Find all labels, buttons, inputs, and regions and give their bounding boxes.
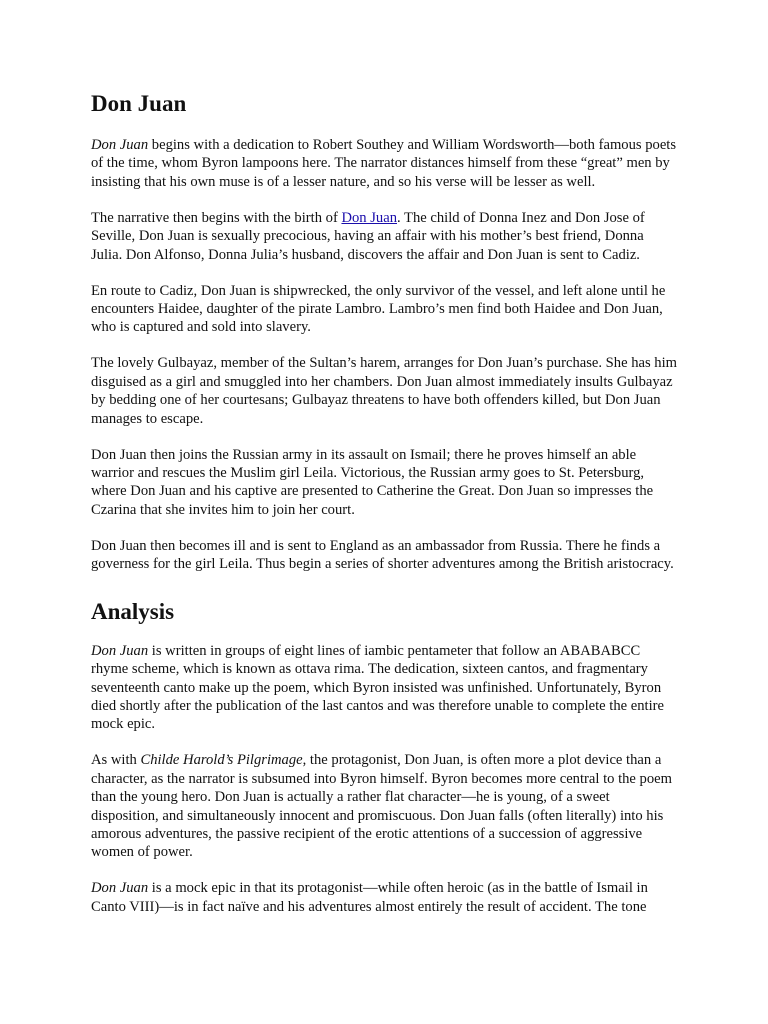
paragraph <box>91 446 677 520</box>
section-heading-don-juan: Don Juan <box>91 91 187 116</box>
text-run: En route to Cadiz, Don Juan is shipwrecked, the only survivor of the vessel, and left alone until he encounters Haidee, daughter of the pirate Lambro. Lambro’s men find both Haidee and Don Juan, who is captured and sold into slavery. <box>91 282 666 336</box>
paragraph <box>91 537 677 574</box>
paragraph <box>91 282 677 337</box>
text-run: Don Juan then joins the Russian army in its assault on Ismail; there he proves himself an able warrior and rescues the Muslim girl Leila. Victorious, the Russian army goes to St. Petersburg, where Don Juan and his captive are presented to Catherine the Great. Don Juan so impresses the Czarina that she invites him to join her court. <box>91 446 654 518</box>
paragraph <box>91 136 677 191</box>
paragraph <box>91 209 677 264</box>
paragraph <box>91 642 677 734</box>
italic-title: Don Juan <box>91 137 149 153</box>
text-run: Don Juan then becomes ill and is sent to England as an ambassador from Russia. There he finds a governess for the girl Leila. Thus begin a series of shorter adventures among the British aristocracy. <box>91 537 674 573</box>
paragraph <box>91 879 677 916</box>
text-run: The narrative then begins with the birth of <box>91 209 342 226</box>
section-heading-analysis: Analysis <box>91 598 175 624</box>
document-page <box>91 88 677 916</box>
text-run: is written in groups of eight lines of iambic pentameter that follow an ABABABCC rhyme scheme, which is known as ottava rima. The dedication, sixteen cantos, and fragmentary seventeenth canto make up the poem, which Byron insisted was unfinished. Unfortunately, Byron died shortly after the publication of the last cantos and was therefore unable to complete the entire mock epic. <box>91 642 665 733</box>
paragraph <box>91 354 677 428</box>
don-juan-link[interactable]: Don Juan <box>341 209 397 226</box>
italic-title: Don Juan <box>91 880 149 897</box>
text-run: The lovely Gulbayaz, member of the Sultan’s harem, arranges for Don Juan’s purchase. She has him disguised as a girl and smuggled into her chambers. Don Juan almost immediately insults Gulbayaz by bedding one of her courtesans; Gulbayaz threatens to have both offenders killed, but Don Juan manages to escape. <box>91 355 678 427</box>
text-run: is a mock epic in that its protagonist—while often heroic (as in the battle of Ismail in Canto VIII)—is in fact naïve and his adventures almost entirely the result of accident. The tone <box>91 880 648 915</box>
text-run: . The child of Donna Inez and Don Jose of Seville, Don Juan is sexually precocious, having an affair with his mother’s best friend, Donna Julia. Don Alfonso, Donna Julia’s husband, discovers the affair and Don Juan is sent to Cadiz. <box>91 209 645 263</box>
paragraph <box>91 751 677 861</box>
text-run: begins with a dedication to Robert Southey and William Wordsworth—both famous poets of the time, whom Byron lampoons here. The narrator distances himself from these “great” men by insisting that his own muse is of a lesser nature, and so his verse will be lesser as well. <box>91 137 677 190</box>
text-run: As with <box>91 752 141 769</box>
italic-title: Don Juan <box>91 642 149 659</box>
italic-title: Childe Harold’s Pilgrimage <box>140 752 303 769</box>
text-run: , the protagonist, Don Juan, is often more a plot device than a character, as the narrator is subsumed into Byron himself. Byron becomes more central to the poem than the young hero. Don Juan is actually a rather flat character—he is young, of a sweet disposition, and simultaneously innocent and promiscuous. Don Juan falls (often literally) into his amorous adventures, the passive recipient of the erotic attentions of a succession of aggressive women of power. <box>91 752 672 861</box>
